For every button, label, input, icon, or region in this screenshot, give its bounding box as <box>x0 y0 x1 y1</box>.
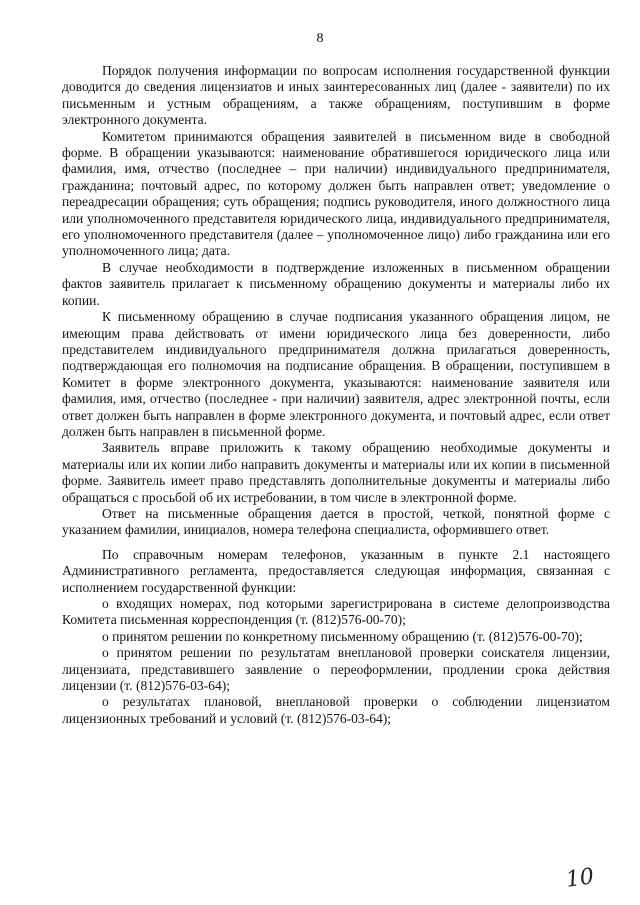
handwritten-page-mark: 10 <box>564 864 596 893</box>
list-item: о принятом решении по результатам внеплановой проверки соискателя лицензии, лицензиата, представившего заявление о переоформлении, продлении срока действия лицензии (т. (812)576-03-64); <box>62 645 610 694</box>
paragraph: В случае необходимости в подтверждение изложенных в письменном обращении фактов заявитель прилагает к письменному обращению документы и материалы либо их копии. <box>62 259 610 308</box>
list-item: о входящих номерах, под которыми зарегистрирована в системе делопроизводства Комитета письменная корреспонденция (т. (812)576-00-70); <box>62 596 610 628</box>
list-item: о принятом решении по конкретному письменному обращению (т. (812)576-00-70); <box>102 628 583 644</box>
paragraph: Заявитель вправе приложить к такому обращению необходимые документы и материалы или их копии либо направить документы и материалы или их копии в письменной форме. Заявитель имеет право представлять дополнительные документы и материалы либо обращаться с просьбой об их истребовании, в том числе в электронной форме. <box>62 440 610 505</box>
paragraph: Порядок получения информации по вопросам исполнения государственной функции доводится до сведения лицензиатов и иных заинтересованных лиц (далее - заявители) по их письменным и устным обращениям, а также обращениям, поступившим в форме электронного документа. <box>62 63 610 128</box>
page-number: 8 <box>316 31 324 46</box>
paragraph: Ответ на письменные обращения дается в простой, четкой, понятной форме с указанием фамилии, инициалов, номера телефона специалиста, оформившего ответ. <box>62 505 610 538</box>
paragraph: По справочным номерам телефонов, указанным в пункте 2.1 настоящего Административного регламента, предоставляется следующая информация, связанная с исполнением государственной функции: <box>62 546 610 595</box>
paragraph: Комитетом принимаются обращения заявителей в письменном виде в свободной форме. В обращении указываются: наименование обратившегося юридического лица или фамилия, имя, отчество (последнее – при наличии) индивидуального предпринимателя, гражданина; почтовый адрес, по которому должен быть направлен ответ; уведомление о переадресации обращения; суть обращения; подпись руководителя, иного должностного лица или уполномоченного представителя юридического лица, индивидуального предпринимателя, его уполномоченного представителя (далее – уполномоченное лицо) либо гражданина или его уполномоченного лица; дата. <box>62 128 610 259</box>
document-body <box>62 63 610 727</box>
paragraph: К письменному обращению в случае подписания указанного обращения лицом, не имеющим права действовать от имени юридического лица без доверенности, либо представителем индивидуального предпринимателя должна прилагаться доверенность, подтверждающая его полномочия на подписание обращения. В обращении, поступившем в Комитет в форме электронного документа, указываются: наименование заявителя или фамилия, имя, отчество (последнее - при наличии) заявителя, адрес электронной почты, если ответ должен быть направлен в форме электронного документа, и почтовый адрес, если ответ должен быть направлен в письменной форме. <box>62 309 610 439</box>
list-item: о результатах плановой, внеплановой проверки о соблюдении лицензиатом лицензионных требований и условий (т. (812)576-03-64); <box>62 694 610 726</box>
